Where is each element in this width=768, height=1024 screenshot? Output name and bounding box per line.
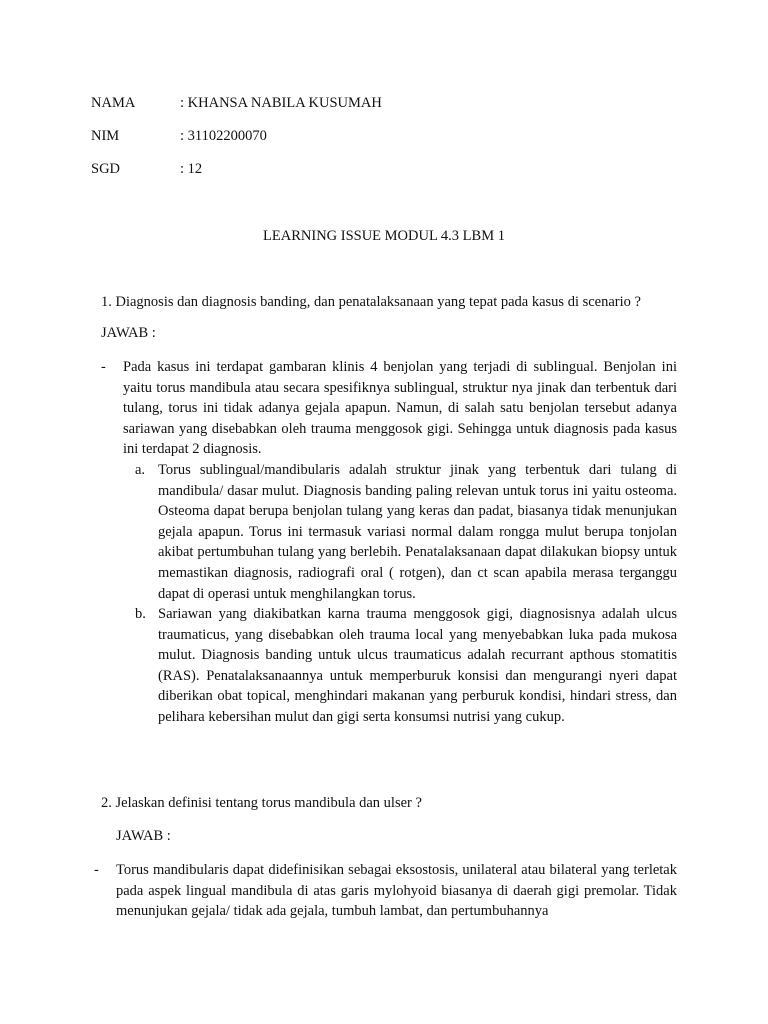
sgd-value: : 12 (180, 161, 203, 177)
bullet-dash-2: - (94, 862, 99, 878)
document-title: LEARNING ISSUE MODUL 4.3 LBM 1 (263, 228, 505, 244)
nama-value: : KHANSA NABILA KUSUMAH (180, 95, 382, 111)
answer-1-intro: Pada kasus ini terdapat gambaran klinis 4 benjolan yang terjadi di sublingual. Benjolan ini yaitu torus mandibula atau secara spesifiknya sublingual, struktur nya jinak dan terbentuk dari tulang, torus ini tidak adanya gejala apapun. Namun, di salah satu benjolan tersebut adanya sariawan yang disebabkan oleh trauma menggosok gigi. Sehingga untuk diagnosis pada kasus ini terdapat 2 diagnosis. (123, 359, 677, 458)
question-2: 2. Jelaskan definisi tentang torus mandibula dan ulser ? (101, 795, 422, 811)
nim-label: NIM (91, 128, 120, 144)
answer-label-1: JAWAB : (101, 325, 156, 341)
nama-label: NAMA (91, 95, 136, 111)
answer-2-text: Torus mandibularis dapat didefinisikan sebagai eksostosis, unilateral atau bilateral yang terletak pada aspek lingual mandibula di atas garis mylohyoid biasanya di daerah gigi premolar. Tidak menunjukan gejala/ tidak ada gejala, tumbuh lambat, dan pertumbuhannya (116, 862, 677, 920)
question-1: 1. Diagnosis dan diagnosis banding, dan penatalaksanaan yang tepat pada kasus di scenario ? (101, 294, 641, 310)
item-a-marker: a. (135, 462, 146, 478)
item-a-text: Torus sublingual/mandibularis adalah struktur jinak yang terbentuk dari tulang di mandibula/ dasar mulut. Diagnosis banding paling relevan untuk torus ini yaitu osteoma. Osteoma dapat berupa benjolan tulang yang keras dan padat, biasanya tidak menunjukan gejala apapun. Torus ini termasuk variasi normal dalam rongga mulut berupa tonjolan akibat pertumbuhan tulang yang berlebih. Penatalaksanaan dapat dilakukan biopsy untuk memastikan diagnosis, radiografi oral ( rotgen), dan ct scan apabila merasa terganggu dapat di operasi untuk menghilangkan torus. (158, 462, 677, 602)
item-b-marker: b. (135, 606, 146, 622)
sgd-label: SGD (91, 161, 121, 177)
nim-value: : 31102200070 (180, 128, 267, 144)
bullet-dash-1: - (101, 359, 106, 375)
item-b-text: Sariawan yang diakibatkan karna trauma menggosok gigi, diagnosisnya adalah ulcus traumaticus, yang disebabkan oleh trauma local yang menyebabkan luka pada mukosa mulut. Diagnosis banding untuk ulcus traumaticus adalah recurrant apthous stomatitis (RAS). Penatalaksanaannya untuk memperburuk konsisi dan mengurangi nyeri dapat diberikan obat topical, menghindari makanan yang perburuk kondisi, hindari stress, dan pelihara kebersihan mulut dan gigi serta konsumsi nutrisi yang cukup. (158, 606, 677, 725)
answer-label-2: JAWAB : (116, 828, 171, 844)
